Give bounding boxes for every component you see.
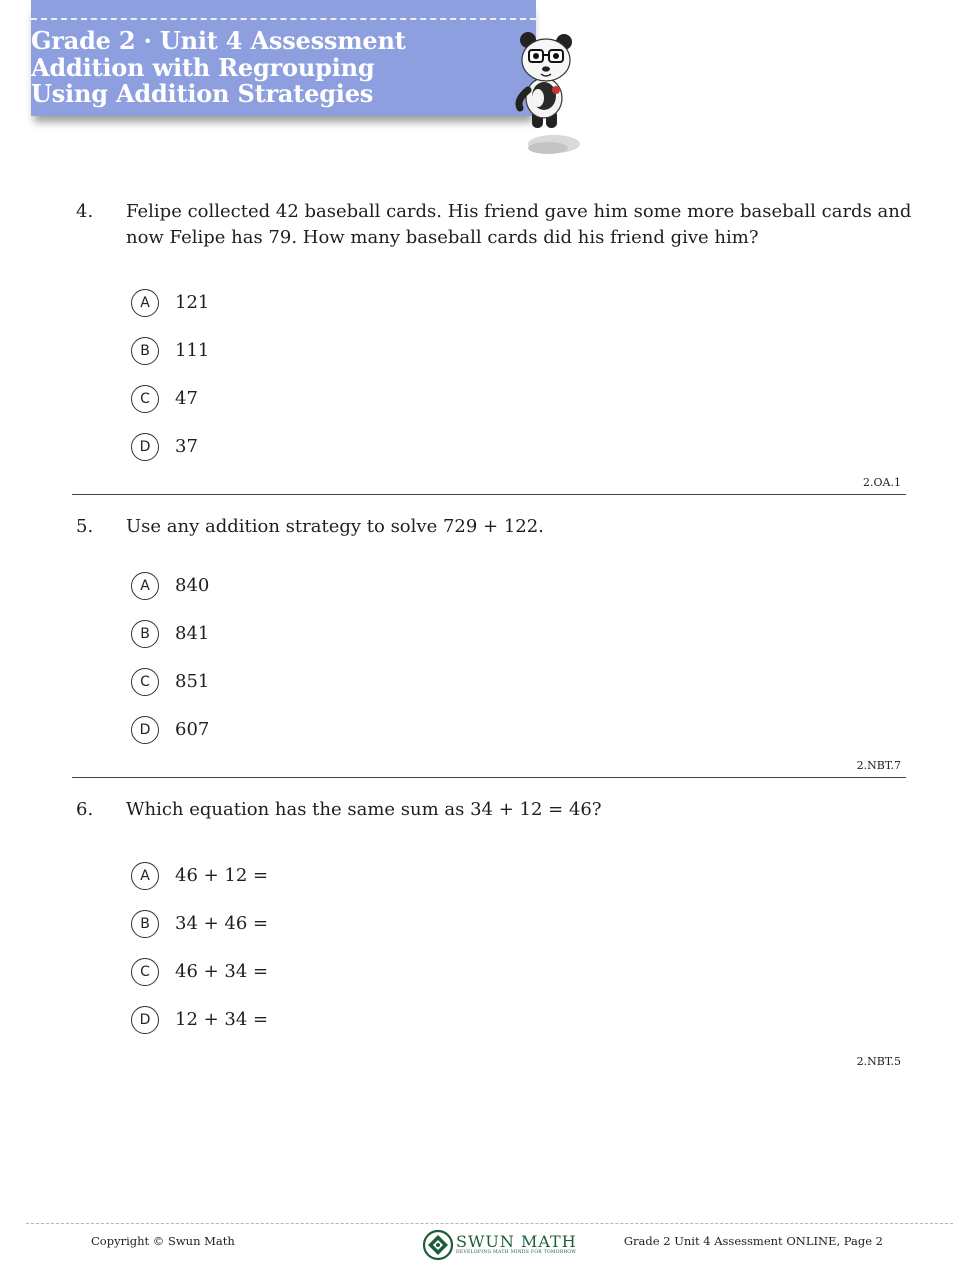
q5-option-c[interactable] bbox=[131, 666, 431, 698]
q6-option-c[interactable] bbox=[131, 956, 431, 988]
question-text: Use any addition strategy to solve 729 + 122. bbox=[126, 516, 544, 537]
option-text: 47 bbox=[175, 388, 198, 409]
question-text: Felipe collected 42 baseball cards. His friend gave him some more baseball cards and now Felipe has 79. How many baseball cards did his friend give him? bbox=[126, 201, 912, 248]
option-text: 34 + 46 = bbox=[175, 913, 269, 934]
option-text: 46 + 34 = bbox=[175, 961, 269, 982]
logo-name: SWUN MATH bbox=[456, 1232, 577, 1251]
answer-bubble[interactable]: C bbox=[131, 385, 159, 413]
logo-emblem-icon bbox=[422, 1229, 454, 1261]
standard-code: 2.NBT.7 bbox=[856, 759, 901, 772]
footer-dashed-line bbox=[26, 1223, 953, 1224]
q6-option-b[interactable] bbox=[131, 908, 431, 940]
swun-math-logo bbox=[422, 1228, 582, 1262]
q5-option-b[interactable] bbox=[131, 618, 431, 650]
q6-option-a[interactable] bbox=[131, 860, 431, 892]
page-label: Grade 2 Unit 4 Assessment ONLINE, Page 2 bbox=[623, 1234, 883, 1248]
standard-code: 2.OA.1 bbox=[863, 476, 901, 489]
page-title bbox=[31, 28, 406, 108]
q4-option-c[interactable] bbox=[131, 383, 431, 415]
panda-mascot-icon bbox=[508, 24, 588, 164]
option-text: 841 bbox=[175, 623, 210, 644]
logo-tagline: DEVELOPING MATH MINDS FOR TOMORROW bbox=[456, 1250, 577, 1255]
copyright-text: Copyright © Swun Math bbox=[91, 1234, 235, 1248]
option-text: 12 + 34 = bbox=[175, 1009, 269, 1030]
option-text: 46 + 12 = bbox=[175, 865, 269, 886]
option-text: 37 bbox=[175, 436, 198, 457]
title-line-1: Grade 2 · Unit 4 Assessment bbox=[31, 26, 406, 55]
q4-option-d[interactable] bbox=[131, 431, 431, 463]
title-line-2: Addition with Regrouping bbox=[31, 52, 375, 82]
answer-bubble[interactable]: B bbox=[131, 337, 159, 365]
answer-bubble[interactable]: A bbox=[131, 572, 159, 600]
answer-bubble[interactable]: A bbox=[131, 289, 159, 317]
question-number: 6. bbox=[76, 799, 94, 820]
question-text: Which equation has the same sum as 34 + 12 = 46? bbox=[126, 799, 602, 820]
question-divider bbox=[72, 777, 906, 778]
q5-option-a[interactable] bbox=[131, 570, 431, 602]
q4-option-b[interactable] bbox=[131, 335, 431, 367]
title-line-3: Using Addition Strategies bbox=[31, 79, 374, 108]
question-number: 4. bbox=[76, 201, 94, 222]
q4-option-a[interactable] bbox=[131, 287, 431, 319]
answer-bubble[interactable]: D bbox=[131, 433, 159, 461]
q6-option-d[interactable] bbox=[131, 1004, 431, 1036]
banner-dashed-line bbox=[31, 18, 536, 20]
option-text: 111 bbox=[175, 340, 210, 361]
option-text: 607 bbox=[175, 719, 210, 740]
option-text: 840 bbox=[175, 575, 210, 596]
option-text: 851 bbox=[175, 671, 210, 692]
question-number: 5. bbox=[76, 516, 94, 537]
answer-bubble[interactable]: B bbox=[131, 910, 159, 938]
option-text: 121 bbox=[175, 292, 210, 313]
question-divider bbox=[72, 494, 906, 495]
answer-bubble[interactable]: D bbox=[131, 716, 159, 744]
answer-bubble[interactable]: D bbox=[131, 1006, 159, 1034]
standard-code: 2.NBT.5 bbox=[856, 1055, 901, 1068]
answer-bubble[interactable]: C bbox=[131, 958, 159, 986]
answer-bubble[interactable]: A bbox=[131, 862, 159, 890]
q5-option-d[interactable] bbox=[131, 714, 431, 746]
answer-bubble[interactable]: C bbox=[131, 668, 159, 696]
answer-bubble[interactable]: B bbox=[131, 620, 159, 648]
